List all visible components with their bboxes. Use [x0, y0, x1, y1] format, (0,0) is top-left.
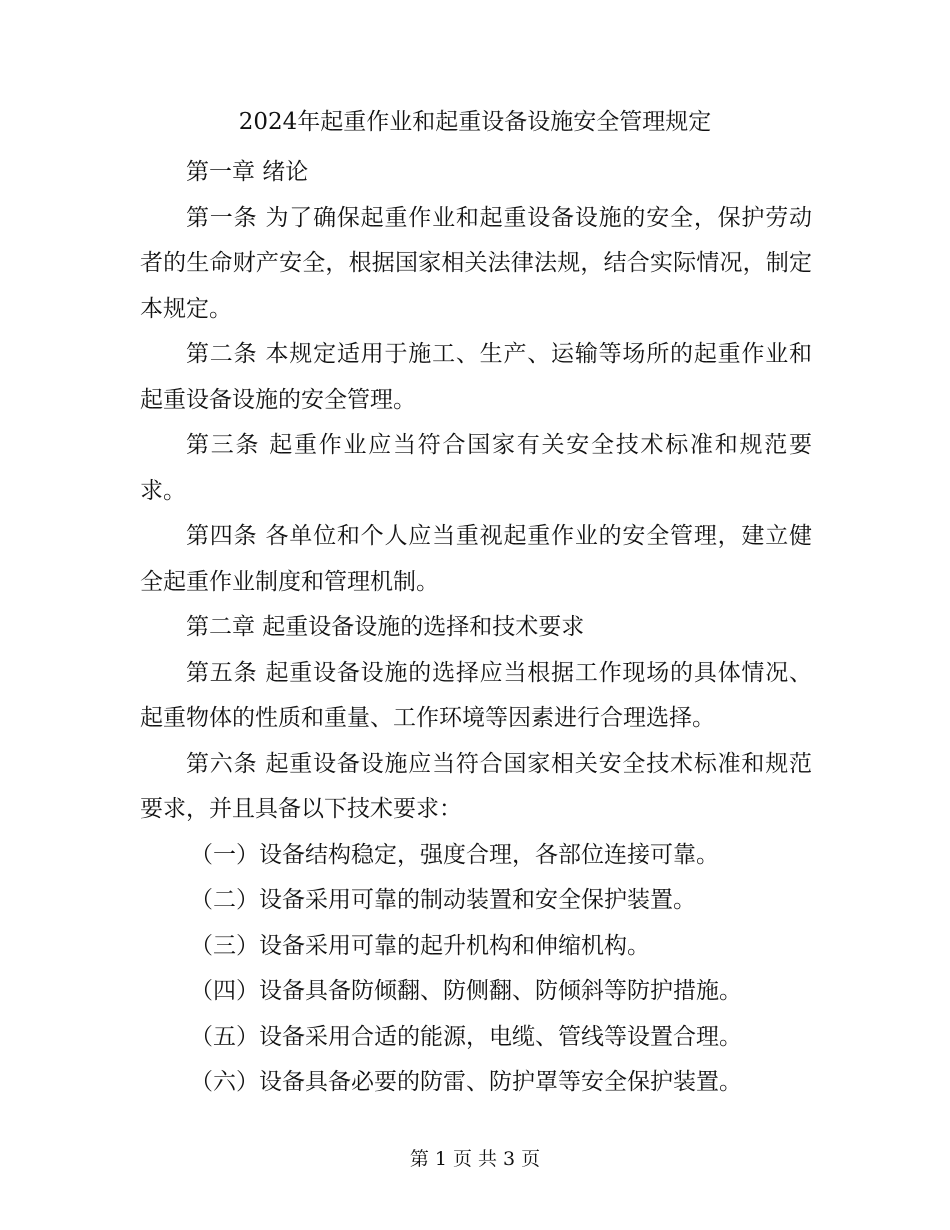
chapter-heading-1: 第一章 绪论 — [186, 159, 309, 185]
article-5: 第五条 起重设备设施的选择应当根据工作现场的具体情况、起重物体的性质和重量、工作环境等因素进行合理选择。 — [140, 659, 812, 731]
requirement-item-1: （一）设备结构稳定，强度合理，各部位连接可靠。 — [190, 841, 719, 868]
chapter-heading-2: 第二章 起重设备设施的选择和技术要求 — [186, 614, 585, 640]
requirement-item-6: （六）设备具备必要的防雷、防护罩等安全保护装置。 — [190, 1069, 742, 1095]
document-body — [140, 150, 812, 1106]
requirement-item-4: （四）设备具备防倾翻、防侧翻、防倾斜等防护措施。 — [190, 978, 742, 1004]
article-1: 第一条 为了确保起重作业和起重设备设施的安全，保护劳动者的生命财产安全，根据国家相关法律法规，结合实际情况，制定本规定。 — [140, 204, 812, 322]
requirement-item-2: （二）设备采用可靠的制动装置和安全保护装置。 — [190, 887, 696, 913]
article-4: 第四条 各单位和个人应当重视起重作业的安全管理，建立健全起重作业制度和管理机制。 — [140, 523, 812, 595]
article-3: 第三条 起重作业应当符合国家有关安全技术标准和规范要求。 — [140, 432, 812, 504]
requirement-item-3: （三）设备采用可靠的起升机构和伸缩机构。 — [190, 932, 650, 959]
document-title: 2024年起重作业和起重设备设施安全管理规定 — [238, 109, 712, 135]
requirement-item-5: （五）设备采用合适的能源，电缆、管线等设置合理。 — [190, 1023, 742, 1050]
article-6: 第六条 起重设备设施应当符合国家相关安全技术标准和规范要求，并且具备以下技术要求： — [140, 750, 812, 822]
article-2: 第二条 本规定适用于施工、生产、运输等场所的起重作业和起重设备设施的安全管理。 — [140, 341, 812, 413]
page-number: 第 1 页 共 3 页 — [409, 1148, 541, 1170]
